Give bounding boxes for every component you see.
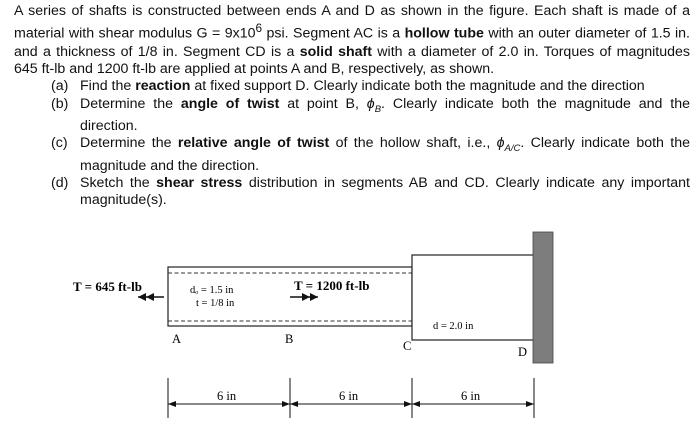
torque-a-label: T = 645 ft-lb <box>73 279 142 294</box>
point-d-label: D <box>518 345 528 359</box>
dimension-ab-label: 6 in <box>217 389 237 403</box>
text-run: . Clearly indicate both the magnitude and the direction. <box>80 95 690 134</box>
bold-term: relative angle of twist <box>177 135 330 152</box>
text-run: A series of shafts is constructed between ends A and D as shown in the figure. Each shaft is made of a material with shear modulus G = 9x10 <box>14 3 690 43</box>
bold-term: solid shaft <box>299 43 372 60</box>
text-run: of the hollow shaft, i.e., <box>329 135 497 152</box>
bold-term: reaction <box>135 78 191 95</box>
fixed-support-wall <box>533 232 553 363</box>
torque-b-label: T = 1200 ft-lb <box>294 278 370 293</box>
point-c-label: C <box>403 339 412 353</box>
text-run: . Clearly indicate both the magnitude and the direction. <box>80 135 690 174</box>
text-run: psi. Segment AC is a <box>262 26 405 43</box>
part-label: (b) <box>51 95 69 112</box>
dimension-cd-label: 6 in <box>461 389 481 403</box>
bold-term: shear stress <box>156 175 243 192</box>
superscript: 6 <box>255 21 263 36</box>
part-label: (c) <box>51 135 68 152</box>
thickness-label: t = 1/8 in <box>196 298 235 309</box>
bold-term: hollow tube <box>404 26 484 43</box>
text-run: Find the <box>80 78 136 95</box>
subscript: A/C <box>504 143 521 155</box>
text-run: Determine the <box>80 135 178 152</box>
text-run: with an outer diameter of 1.5 in. and a thickness of 1/8 in. Segment CD is a <box>14 26 690 60</box>
text-run: with a diameter of 2.0 in. Torques of magnitudes 645 ft-lb and 1200 ft-lb are applied at points A and B, respectively, as shown. <box>14 43 690 77</box>
dimension-bc-label: 6 in <box>339 389 359 403</box>
text-run: at fixed support D. Clearly indicate both the magnitude and the direction <box>190 78 645 95</box>
part-label: (d) <box>51 175 69 192</box>
text-run: distribution in segments AB and CD. Clearly indicate any important magnitude(s). <box>80 175 690 209</box>
outer-diameter-label: dₒ = 1.5 in <box>190 285 234 296</box>
subscript: B <box>374 103 382 115</box>
part-label: (a) <box>51 78 69 95</box>
phi-symbol: ϕ <box>496 135 505 152</box>
text-run: Determine the <box>80 95 181 112</box>
point-a-label: A <box>172 332 182 346</box>
text-run: at point B, <box>279 95 367 112</box>
torque-a-arrow <box>138 293 164 301</box>
text-run: Sketch the <box>80 175 157 192</box>
point-b-label: B <box>285 332 294 346</box>
solid-diameter-label: d = 2.0 in <box>433 321 474 332</box>
phi-symbol: ϕ <box>366 95 375 112</box>
bold-term: angle of twist <box>180 95 280 112</box>
